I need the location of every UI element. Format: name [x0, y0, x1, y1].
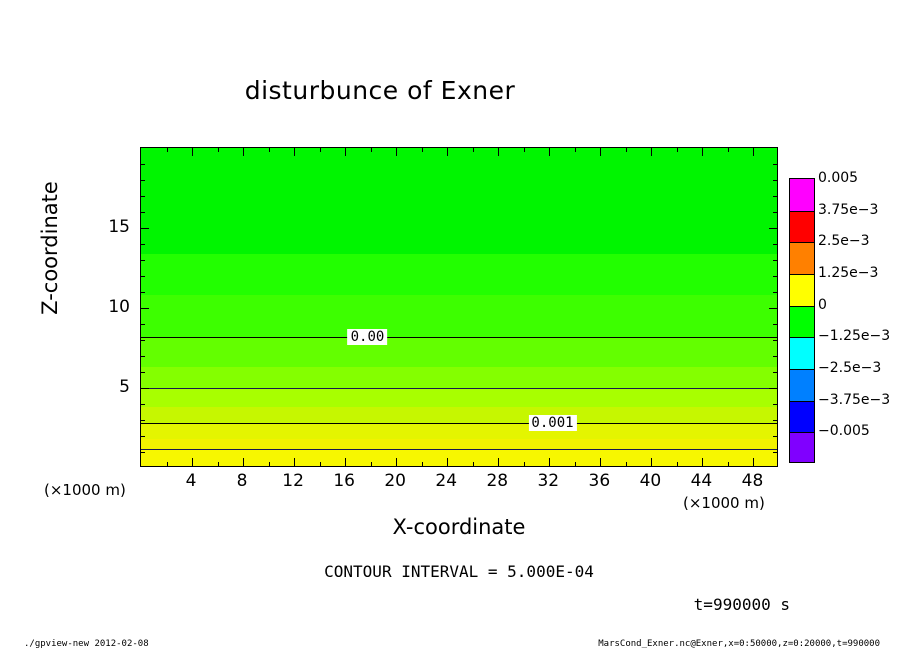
x-minor-tick-top: [371, 148, 372, 152]
y-minor-tick-right: [773, 196, 777, 197]
contour-line: [141, 423, 777, 424]
heatmap-band: [141, 407, 777, 424]
x-tick: [498, 458, 499, 466]
colorbar-separator: [790, 432, 814, 433]
x-tick-top: [447, 148, 448, 156]
y-minor-tick-right: [773, 244, 777, 245]
x-axis-units-left: (×1000 m): [44, 481, 126, 499]
x-tick: [345, 458, 346, 466]
colorbar-tick-label: −2.5e−3: [818, 360, 882, 376]
page-title: disturbunce of Exner: [244, 76, 516, 105]
y-tick-right: [769, 228, 777, 229]
colorbar-cell: [790, 432, 814, 463]
contour-line: [141, 337, 777, 338]
colorbar-separator: [790, 401, 814, 402]
colorbar-separator: [790, 369, 814, 370]
y-minor-tick-right: [773, 180, 777, 181]
colorbar-separator: [790, 211, 814, 212]
y-tick-right: [769, 308, 777, 309]
y-minor-tick-right: [773, 356, 777, 357]
colorbar-cell: [790, 306, 814, 338]
x-tick-label: 8: [236, 471, 248, 491]
x-minor-tick: [728, 462, 729, 466]
x-tick-label: 4: [185, 471, 197, 491]
x-tick: [702, 458, 703, 466]
y-tick-label: 10: [108, 297, 130, 317]
y-minor-tick: [141, 436, 145, 437]
x-axis-title: X-coordinate: [392, 515, 526, 539]
x-minor-tick-top: [473, 148, 474, 152]
x-minor-tick-top: [524, 148, 525, 152]
y-minor-tick-right: [773, 452, 777, 453]
time-label: t=990000 s: [693, 595, 790, 614]
y-tick-label: 15: [108, 217, 130, 237]
y-tick-right: [769, 388, 777, 389]
y-minor-tick: [141, 196, 145, 197]
x-tick: [243, 458, 244, 466]
colorbar-tick-label: 3.75e−3: [818, 201, 879, 218]
x-tick-label: 28: [486, 471, 509, 491]
colorbar-tick-label: −3.75e−3: [818, 391, 891, 408]
colorbar-cell: [790, 242, 814, 274]
x-tick-label: 24: [435, 471, 458, 491]
colorbar-tick-label: 0.005: [818, 170, 859, 186]
contour-label: 0.001: [528, 415, 576, 431]
colorbar-cell: [790, 369, 814, 401]
y-minor-tick-right: [773, 260, 777, 261]
x-tick-label: 48: [741, 471, 764, 491]
y-tick: [141, 388, 149, 389]
x-tick-label: 36: [588, 471, 611, 491]
x-minor-tick: [422, 462, 423, 466]
y-minor-tick: [141, 164, 145, 165]
x-minor-tick: [677, 462, 678, 466]
y-minor-tick: [141, 340, 145, 341]
x-tick: [651, 458, 652, 466]
y-axis-title: Z-coordinate: [38, 181, 62, 315]
x-minor-tick-top: [320, 148, 321, 152]
x-tick-top: [396, 148, 397, 156]
x-tick: [447, 458, 448, 466]
colorbar-tick-label: 1.25e−3: [818, 265, 879, 281]
colorbar-cell: [790, 337, 814, 369]
heatmap-band: [141, 150, 777, 255]
contour-label: 0.00: [348, 329, 388, 345]
x-tick-top: [192, 148, 193, 156]
y-minor-tick: [141, 324, 145, 325]
x-minor-tick: [269, 462, 270, 466]
x-tick-top: [294, 148, 295, 156]
contour-line: [141, 388, 777, 389]
x-tick: [753, 458, 754, 466]
y-tick: [141, 308, 149, 309]
heatmap-band: [141, 337, 777, 368]
x-minor-tick: [473, 462, 474, 466]
x-tick-top: [243, 148, 244, 156]
y-minor-tick: [141, 452, 145, 453]
colorbar-tick-label: 2.5e−3: [818, 233, 870, 250]
y-minor-tick-right: [773, 292, 777, 293]
colorbar-cell: [790, 179, 814, 211]
y-tick-label: 5: [119, 377, 130, 397]
y-minor-tick-right: [773, 420, 777, 421]
heatmap-band: [141, 423, 777, 440]
contour-interval-label: CONTOUR INTERVAL = 5.000E-04: [324, 562, 594, 581]
x-minor-tick: [575, 462, 576, 466]
y-minor-tick: [141, 244, 145, 245]
x-tick-top: [753, 148, 754, 156]
colorbar-cell: [790, 401, 814, 433]
x-tick-top: [345, 148, 346, 156]
x-minor-tick: [218, 462, 219, 466]
x-tick-top: [600, 148, 601, 156]
x-minor-tick: [167, 462, 168, 466]
colorbar-separator: [790, 337, 814, 338]
x-tick: [294, 458, 295, 466]
x-minor-tick-top: [422, 148, 423, 152]
x-tick-label: 12: [282, 471, 304, 491]
plot-area: [140, 147, 778, 467]
y-minor-tick: [141, 212, 145, 213]
x-minor-tick-top: [218, 148, 219, 152]
y-minor-tick: [141, 180, 145, 181]
colorbar-separator: [790, 242, 814, 243]
colorbar: [789, 178, 815, 463]
y-minor-tick-right: [773, 372, 777, 373]
y-minor-tick-right: [773, 164, 777, 165]
y-minor-tick: [141, 404, 145, 405]
y-minor-tick: [141, 356, 145, 357]
y-minor-tick-right: [773, 436, 777, 437]
heatmap-band: [141, 367, 777, 389]
y-minor-tick: [141, 420, 145, 421]
x-tick-top: [702, 148, 703, 156]
x-tick: [600, 458, 601, 466]
footer-left: ./gpview-new 2012-02-08: [24, 639, 149, 649]
x-tick: [549, 458, 550, 466]
x-minor-tick: [626, 462, 627, 466]
colorbar-tick-label: −1.25e−3: [818, 328, 891, 345]
footer-right: MarsCond_Exner.nc@Exner,x=0:50000,z=0:20000,t=990000: [598, 639, 880, 649]
heatmap-band: [141, 295, 777, 338]
y-tick: [141, 228, 149, 229]
y-minor-tick-right: [773, 324, 777, 325]
x-tick-label: 20: [384, 471, 407, 491]
y-minor-tick: [141, 260, 145, 261]
x-tick-label: 40: [639, 471, 662, 491]
y-minor-tick: [141, 276, 145, 277]
heatmap-band: [141, 254, 777, 297]
x-axis-units-right: (×1000 m): [683, 494, 765, 512]
heatmap-field: [141, 148, 777, 466]
y-minor-tick: [141, 372, 145, 373]
heatmap-band: [141, 449, 777, 467]
y-minor-tick-right: [773, 212, 777, 213]
x-tick-label: 16: [333, 471, 355, 491]
x-minor-tick: [320, 462, 321, 466]
y-minor-tick-right: [773, 404, 777, 405]
x-tick: [192, 458, 193, 466]
x-minor-tick-top: [575, 148, 576, 152]
y-minor-tick-right: [773, 276, 777, 277]
x-minor-tick-top: [269, 148, 270, 152]
x-tick-top: [498, 148, 499, 156]
x-minor-tick-top: [677, 148, 678, 152]
contour-line: [141, 449, 777, 450]
colorbar-tick-label: 0: [818, 296, 827, 313]
x-tick-label: 32: [537, 471, 560, 491]
x-tick-top: [651, 148, 652, 156]
x-minor-tick: [371, 462, 372, 466]
x-tick-label: 44: [690, 471, 713, 491]
colorbar-separator: [790, 274, 814, 275]
y-minor-tick-right: [773, 340, 777, 341]
x-minor-tick: [524, 462, 525, 466]
colorbar-separator: [790, 306, 814, 307]
x-minor-tick-top: [626, 148, 627, 152]
colorbar-cell: [790, 211, 814, 243]
x-minor-tick-top: [167, 148, 168, 152]
colorbar-tick-label: −0.005: [818, 423, 870, 440]
x-tick-top: [549, 148, 550, 156]
colorbar-cell: [790, 274, 814, 306]
x-minor-tick-top: [728, 148, 729, 152]
y-minor-tick: [141, 292, 145, 293]
heatmap-band: [141, 388, 777, 408]
x-tick: [396, 458, 397, 466]
